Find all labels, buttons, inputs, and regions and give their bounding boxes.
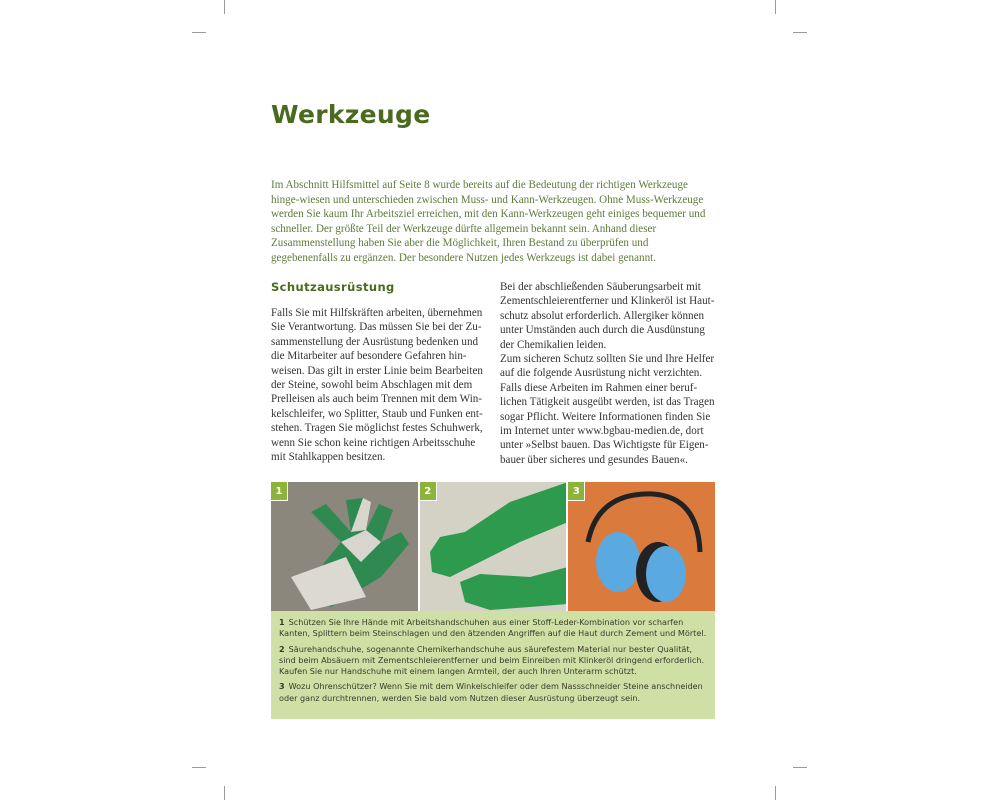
intro-paragraph: Im Abschnitt Hilfsmittel auf Seite 8 wurde bereits auf die Bedeutung der richtigen Werkzeuge hinge-wiesen und unterschieden zwischen Muss- und Kann-Werkzeugen. Ohne Muss-Werkzeuge werden Sie kaum Ihr Arbeitsziel erreichen, mit den Kann-Werkzeugen geht einiges bequemer und schneller. Der größte Teil der Werkzeuge dürfte allgemein bekannt sein. Anhand dieser Zusammenstellung haben Sie aber die Möglichkeit, Ihren Bestand zu überprüfen und gegebenenfalls zu ergänzen. Der besondere Nutzen jedes Werkzeugs ist dabei genannt.	[271, 179, 706, 264]
caption-item: 3 Wozu Ohrenschützer? Wenn Sie mit dem Winkelschleifer oder dem Nassschneider Steine anschneiden oder ganz durchtrennen, werden Sie bald vom Nutzen dieser Ausrüstung überzeugt sein.	[279, 681, 703, 703]
photo-work-gloves	[271, 482, 418, 611]
photo-chemical-gloves	[420, 482, 567, 611]
photo-strip	[271, 482, 715, 611]
photo-ear-muffs	[568, 482, 715, 611]
crop-mark	[793, 32, 807, 33]
ear-muffs-image	[568, 482, 715, 611]
crop-mark	[793, 767, 807, 768]
photo-badge: 2	[420, 482, 437, 501]
work-gloves-image	[271, 482, 418, 611]
crop-mark	[224, 0, 225, 14]
crop-mark	[775, 786, 776, 800]
left-column	[271, 280, 489, 464]
caption-item: 1 Schützen Sie Ihre Hände mit Arbeitshandschuhen aus einer Stoff-Leder-Kombination vor scharfen Kanten, Splittern beim Steinschlagen und den ätzenden Angriffen auf die Haut durch Zement und Mörtel.	[279, 617, 707, 639]
crop-mark	[192, 767, 206, 768]
photo-badge: 3	[568, 482, 585, 501]
crop-mark	[224, 786, 225, 800]
caption-box	[271, 611, 715, 719]
page-title: Werkzeuge	[271, 100, 431, 129]
right-column	[500, 280, 718, 467]
caption-item: 2 Säurehandschuhe, sogenannte Chemikerhandschuhe aus säurefestem Material nur bester Qualität, sind beim Absäuern mit Zementschleierentferner und beim Einreiben mit Klinkeröl dringend erforderlich. Kaufen Sie nur Handschuhe mit einem langen Armteil, der auch Ihren Unterarm schützt.	[279, 643, 705, 677]
crop-mark	[775, 0, 776, 14]
right-paragraph-2: Zum sicheren Schutz sollten Sie und Ihre Helfer auf die folgende Ausrüstung nicht verzichten. Falls diese Arbeiten im Rahmen einer beruf-lichen Tätigkeit ausgeübt werden, ist das Tragen sogar Pflicht. Weitere Informationen finden Sie im Internet unter www.bgbau-medien.de, dort unter »Selbst bauen. Das Wichtigste für Eigen-bauer über sicheres und gesundes Bauen«.	[500, 353, 715, 466]
left-paragraph: Falls Sie mit Hilfskräften arbeiten, übernehmen Sie Verantwortung. Das müssen Sie bei der Zu-sammenstellung der Ausrüstung bedenken und die Mitarbeiter auf besondere Gefahren hin-weisen. Das gilt in erster Linie beim Bearbeiten der Steine, sowohl beim Abschlagen mit dem Prelleisen als auch beim Trennen mit dem Win-kelschleifer, wo Splitter, Staub und Funken ent-stehen. Tragen Sie möglichst festes Schuhwerk, wenn Sie schon keine richtigen Arbeitsschuhe mit Stahlkappen besitzen.	[271, 307, 483, 464]
crop-mark	[192, 32, 206, 33]
chemical-gloves-image	[420, 482, 567, 611]
section-heading: Schutzausrüstung	[271, 280, 395, 294]
photo-badge: 1	[271, 482, 288, 501]
right-paragraph-1: Bei der abschließenden Säuberungsarbeit mit Zementschleierentferner und Klinkeröl ist Haut-schutz absolut erforderlich. Allergiker können unter Umständen auch durch die Ausdünstung der Chemikalien leiden.	[500, 281, 715, 351]
